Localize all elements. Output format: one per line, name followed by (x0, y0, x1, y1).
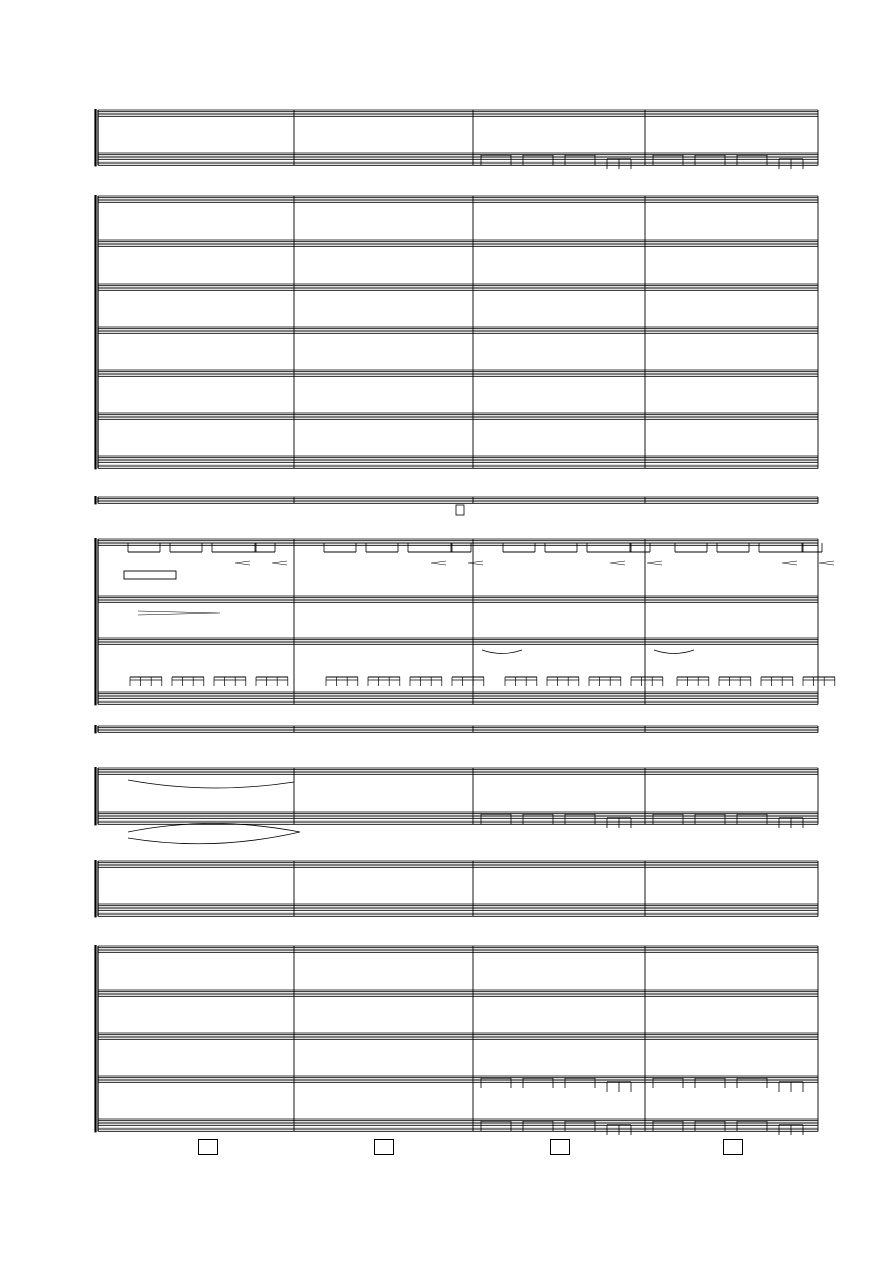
staff (98, 153, 818, 159)
note-beams (128, 543, 287, 565)
staff (98, 596, 818, 602)
staff (98, 196, 818, 202)
staff (98, 692, 818, 698)
staff (98, 1033, 818, 1039)
staff (98, 812, 818, 818)
note-beams (130, 677, 288, 686)
hairpin (782, 561, 797, 565)
staff-group (96, 109, 819, 166)
rehearsal-mark-box (198, 1139, 218, 1155)
staff (98, 497, 818, 503)
note-beams (505, 677, 663, 686)
note-beams (481, 1078, 631, 1092)
staff (98, 110, 818, 116)
staff (98, 539, 818, 545)
hairpin (610, 561, 625, 565)
staff-group (96, 496, 819, 504)
note-beams (675, 543, 834, 565)
staff (98, 284, 818, 290)
rehearsal-mark-box (723, 1139, 743, 1155)
staff (98, 638, 818, 644)
staff-group (96, 725, 819, 733)
rehearsal-mark-box (550, 1139, 570, 1155)
note-beams (677, 677, 835, 686)
hairpin (819, 561, 834, 565)
staff-group (96, 767, 819, 825)
staff (98, 904, 818, 910)
staff (98, 1076, 818, 1082)
note-beams (653, 1078, 803, 1092)
note-beams (503, 543, 662, 565)
hairpin (431, 561, 446, 565)
staff-group (96, 945, 819, 1132)
staff (98, 990, 818, 996)
tie (654, 650, 694, 654)
hairpin (647, 561, 662, 565)
staff (98, 946, 818, 952)
staff-systems (96, 109, 819, 1132)
staff (98, 861, 818, 867)
rehearsal-mark-box (374, 1139, 394, 1155)
hairpin (468, 561, 483, 565)
staff-group (96, 195, 819, 469)
slur (128, 824, 300, 844)
staff (98, 370, 818, 376)
slur (128, 780, 294, 788)
box-marking (124, 571, 176, 579)
staff-group (96, 860, 819, 917)
note-beams (324, 543, 483, 565)
staff (98, 1119, 818, 1125)
glyph-mark (456, 505, 464, 515)
staff (98, 413, 818, 419)
hairpin (138, 611, 220, 615)
staff (98, 240, 818, 246)
staff (98, 726, 818, 732)
tie (482, 650, 522, 654)
staff (98, 768, 818, 774)
hairpin (272, 561, 287, 565)
note-beams (326, 677, 484, 686)
staff (98, 327, 818, 333)
hairpin (235, 561, 250, 565)
